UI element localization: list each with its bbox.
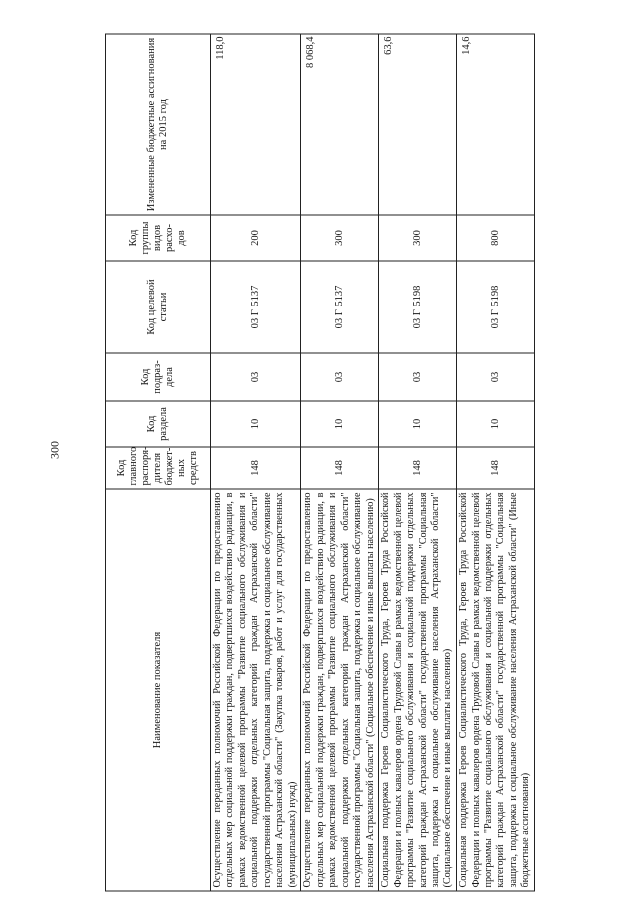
row-statya-code: 03 Г 5198	[457, 261, 535, 353]
table-row	[457, 34, 535, 891]
row-podrazdel-code: 03	[301, 353, 379, 401]
row-podrazdel-code: 03	[379, 353, 457, 401]
row-vid-code: 300	[379, 215, 457, 261]
table-header-row	[106, 34, 211, 891]
budget-table-sheet	[105, 35, 535, 892]
row-statya-code: 03 Г 5198	[379, 261, 457, 353]
row-amount: 14,6	[457, 34, 535, 215]
header-name: Наименование показателя	[106, 489, 211, 891]
row-razdel-code: 10	[457, 401, 535, 447]
header-gr-code: Код главного распоря-дителя бюджет-ных средств	[106, 447, 211, 489]
row-amount: 8 068,4	[301, 34, 379, 215]
row-podrazdel-code: 03	[457, 353, 535, 401]
table-row	[379, 34, 457, 891]
row-gr-code: 148	[211, 447, 301, 489]
header-amount: Измененные бюджетные ассигнования на 2015 год	[106, 34, 211, 215]
table-row	[211, 34, 301, 891]
row-gr-code: 148	[457, 447, 535, 489]
header-vid-code: Код группы видов расхо-дов	[106, 215, 211, 261]
row-razdel-code: 10	[301, 401, 379, 447]
table-row	[301, 34, 379, 891]
row-vid-code: 800	[457, 215, 535, 261]
row-gr-code: 148	[379, 447, 457, 489]
header-statya-code: Код целевой статьи	[106, 261, 211, 353]
row-amount: 63,6	[379, 34, 457, 215]
row-razdel-code: 10	[211, 401, 301, 447]
row-podrazdel-code: 03	[211, 353, 301, 401]
row-name: Осуществление переданных полномочий Российской Федерации по предоставлению отдельных мер социальной поддержки граждан, подвергшихся воздействию радиации, в рамках ведомственной целевой программы "Развитие социального обслуживания и социальной поддержки отдельных категорий граждан Астраханской области" государственной программы "Социальная защита, поддержка и социальное обслуживание населения Астраханской области" (Закупка товаров, работ и услуг для государственных (муниципальных) нужд)	[211, 489, 301, 891]
row-vid-code: 200	[211, 215, 301, 261]
row-razdel-code: 10	[379, 401, 457, 447]
header-razdel-code: Код раздела	[106, 401, 211, 447]
row-statya-code: 03 Г 5137	[211, 261, 301, 353]
header-podrazdel-code: Код подраз-дела	[106, 353, 211, 401]
row-name: Осуществление переданных полномочий Российской Федерации по предоставлению отдельных мер социальной поддержки граждан, подвергшихся воздействию радиации, в рамках ведомственной целевой программы "Развитие социального обслуживания и социальной поддержки отдельных категорий граждан Астраханской области" государственной программы "Социальная защита, поддержка и социальное обслуживание населения Астраханской области" (Социальное обеспечение и иные выплаты населению)	[301, 489, 379, 891]
page-number: 300	[47, 441, 62, 459]
row-vid-code: 300	[301, 215, 379, 261]
row-statya-code: 03 Г 5137	[301, 261, 379, 353]
budget-table	[105, 34, 535, 892]
row-amount: 118,0	[211, 34, 301, 215]
row-gr-code: 148	[301, 447, 379, 489]
row-name: Социальная поддержка Героев Социалистического Труда, Героев Труда Российской Федерации и полных кавалеров ордена Трудовой Славы в рамках ведомственной целевой программы "Развитие социального обслуживания и социальной поддержки отдельных категорий граждан Астраханской области" государственной программы "Социальная защита, поддержка и социальное обслуживание населения Астраханской области" (Иные бюджетные ассигнования)	[457, 489, 535, 891]
row-name: Социальная поддержка Героев Социалистического Труда, Героев Труда Российской Федерации и полных кавалеров ордена Трудовой Славы в рамках ведомственной целевой программы "Развитие социального обслуживания и социальной поддержки отдельных категорий граждан Астраханской области" государственной программы "Социальная защита, поддержка и социальное обслуживание населения Астраханской области" (Социальное обеспечение и иные выплаты населению)	[379, 489, 457, 891]
